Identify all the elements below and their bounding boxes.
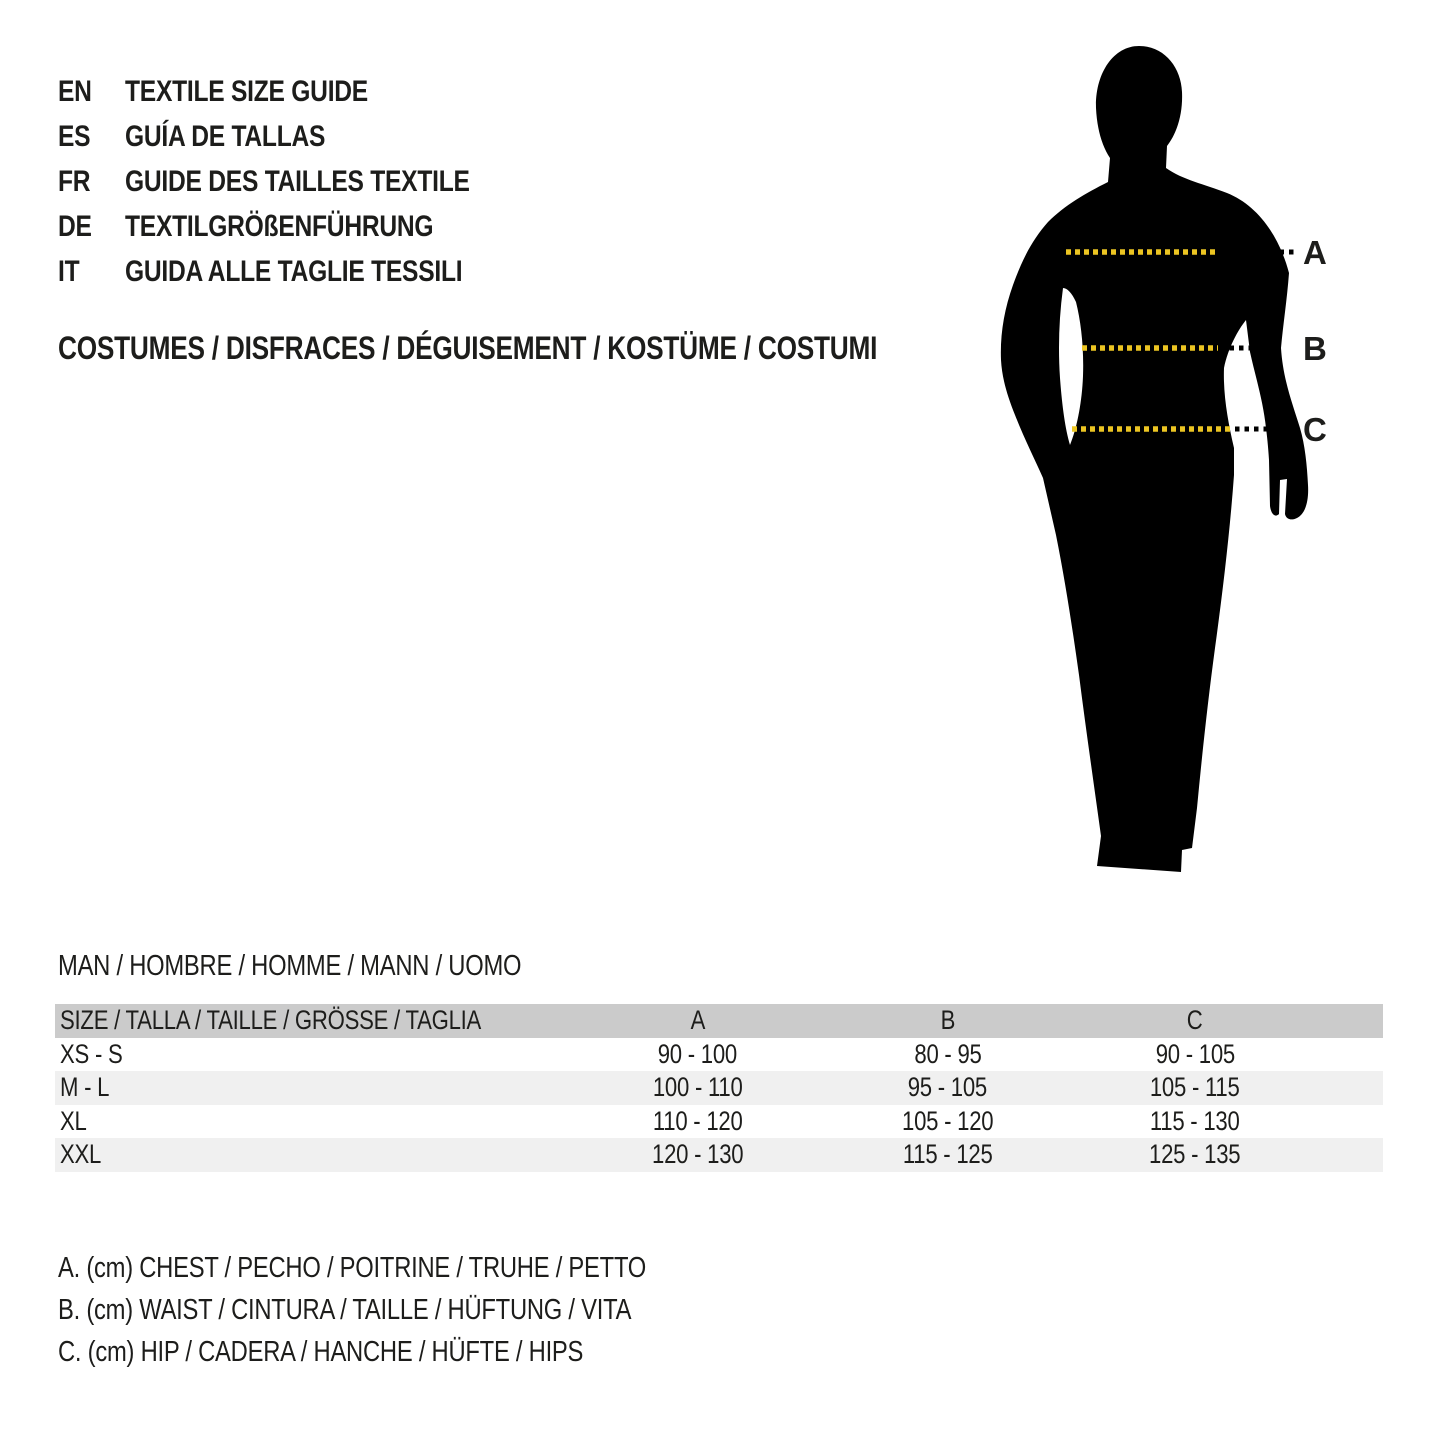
size-cell: XXL	[60, 1139, 102, 1170]
measurement-notes	[58, 1247, 775, 1373]
note-line-chest: A. (cm) CHEST / PECHO / POITRINE / TRUHE / PETTO	[58, 1251, 647, 1284]
language-row	[58, 204, 545, 249]
language-row	[58, 69, 545, 114]
value-cell-c: 125 - 135	[1149, 1139, 1241, 1170]
value-cell-a: 90 - 100	[657, 1038, 738, 1069]
section-title-man: MAN / HOMBRE / HOMME / MANN / UOMO	[58, 950, 522, 982]
language-row	[58, 114, 545, 159]
man-silhouette-figure	[980, 30, 1380, 910]
language-row	[58, 249, 545, 294]
man-silhouette	[1001, 46, 1308, 872]
value-cell-b: 95 - 105	[907, 1072, 988, 1103]
language-code: EN	[58, 74, 92, 108]
value-cell-c: 115 - 130	[1150, 1105, 1240, 1136]
table-row	[55, 1038, 1383, 1072]
size-cell: M - L	[60, 1072, 110, 1103]
language-title: GUIDE DES TAILLES TEXTILE	[125, 164, 470, 198]
language-title: TEXTILE SIZE GUIDE	[125, 74, 368, 108]
size-table	[55, 1004, 1383, 1172]
table-row	[55, 1105, 1383, 1139]
value-cell-a: 110 - 120	[652, 1105, 743, 1136]
size-cell: XS - S	[60, 1038, 123, 1069]
language-code: DE	[58, 209, 92, 243]
language-title: GUÍA DE TALLAS	[125, 119, 326, 153]
note-line-waist: B. (cm) WAIST / CINTURA / TAILLE / HÜFTUNG / VITA	[58, 1293, 632, 1326]
value-cell-b: 105 - 120	[901, 1105, 994, 1136]
column-header-a: A	[690, 1005, 705, 1036]
value-cell-c: 90 - 105	[1155, 1038, 1235, 1069]
size-cell: XL	[60, 1105, 87, 1136]
table-row	[55, 1138, 1383, 1172]
value-cell-b: 80 - 95	[913, 1038, 982, 1069]
column-header-b: B	[940, 1005, 955, 1036]
measure-label-a: A	[1303, 234, 1327, 271]
language-title: GUIDA ALLE TAGLIE TESSILI	[125, 254, 463, 288]
measure-label-b: B	[1303, 330, 1327, 367]
language-title: TEXTILGRÖßENFÜHRUNG	[125, 209, 434, 243]
column-header-size: SIZE / TALLA / TAILLE / GRÖSSE / TAGLIA	[60, 1005, 482, 1036]
language-title-list	[58, 69, 545, 294]
value-cell-a: 100 - 110	[652, 1072, 743, 1103]
value-cell-c: 105 - 115	[1150, 1072, 1240, 1103]
language-code: ES	[58, 119, 91, 153]
language-code: FR	[58, 164, 91, 198]
column-header-c: C	[1187, 1005, 1203, 1036]
table-header-row	[55, 1004, 1383, 1038]
language-row	[58, 159, 545, 204]
table-row	[55, 1071, 1383, 1105]
value-cell-a: 120 - 130	[651, 1139, 744, 1170]
note-line-hip: C. (cm) HIP / CADERA / HANCHE / HÜFTE / HIPS	[58, 1335, 584, 1368]
language-code: IT	[58, 254, 80, 288]
measure-label-c: C	[1303, 411, 1327, 448]
value-cell-b: 115 - 125	[902, 1139, 993, 1170]
category-line: COSTUMES / DISFRACES / DÉGUISEMENT / KOSTÜME / COSTUMI	[58, 330, 878, 366]
